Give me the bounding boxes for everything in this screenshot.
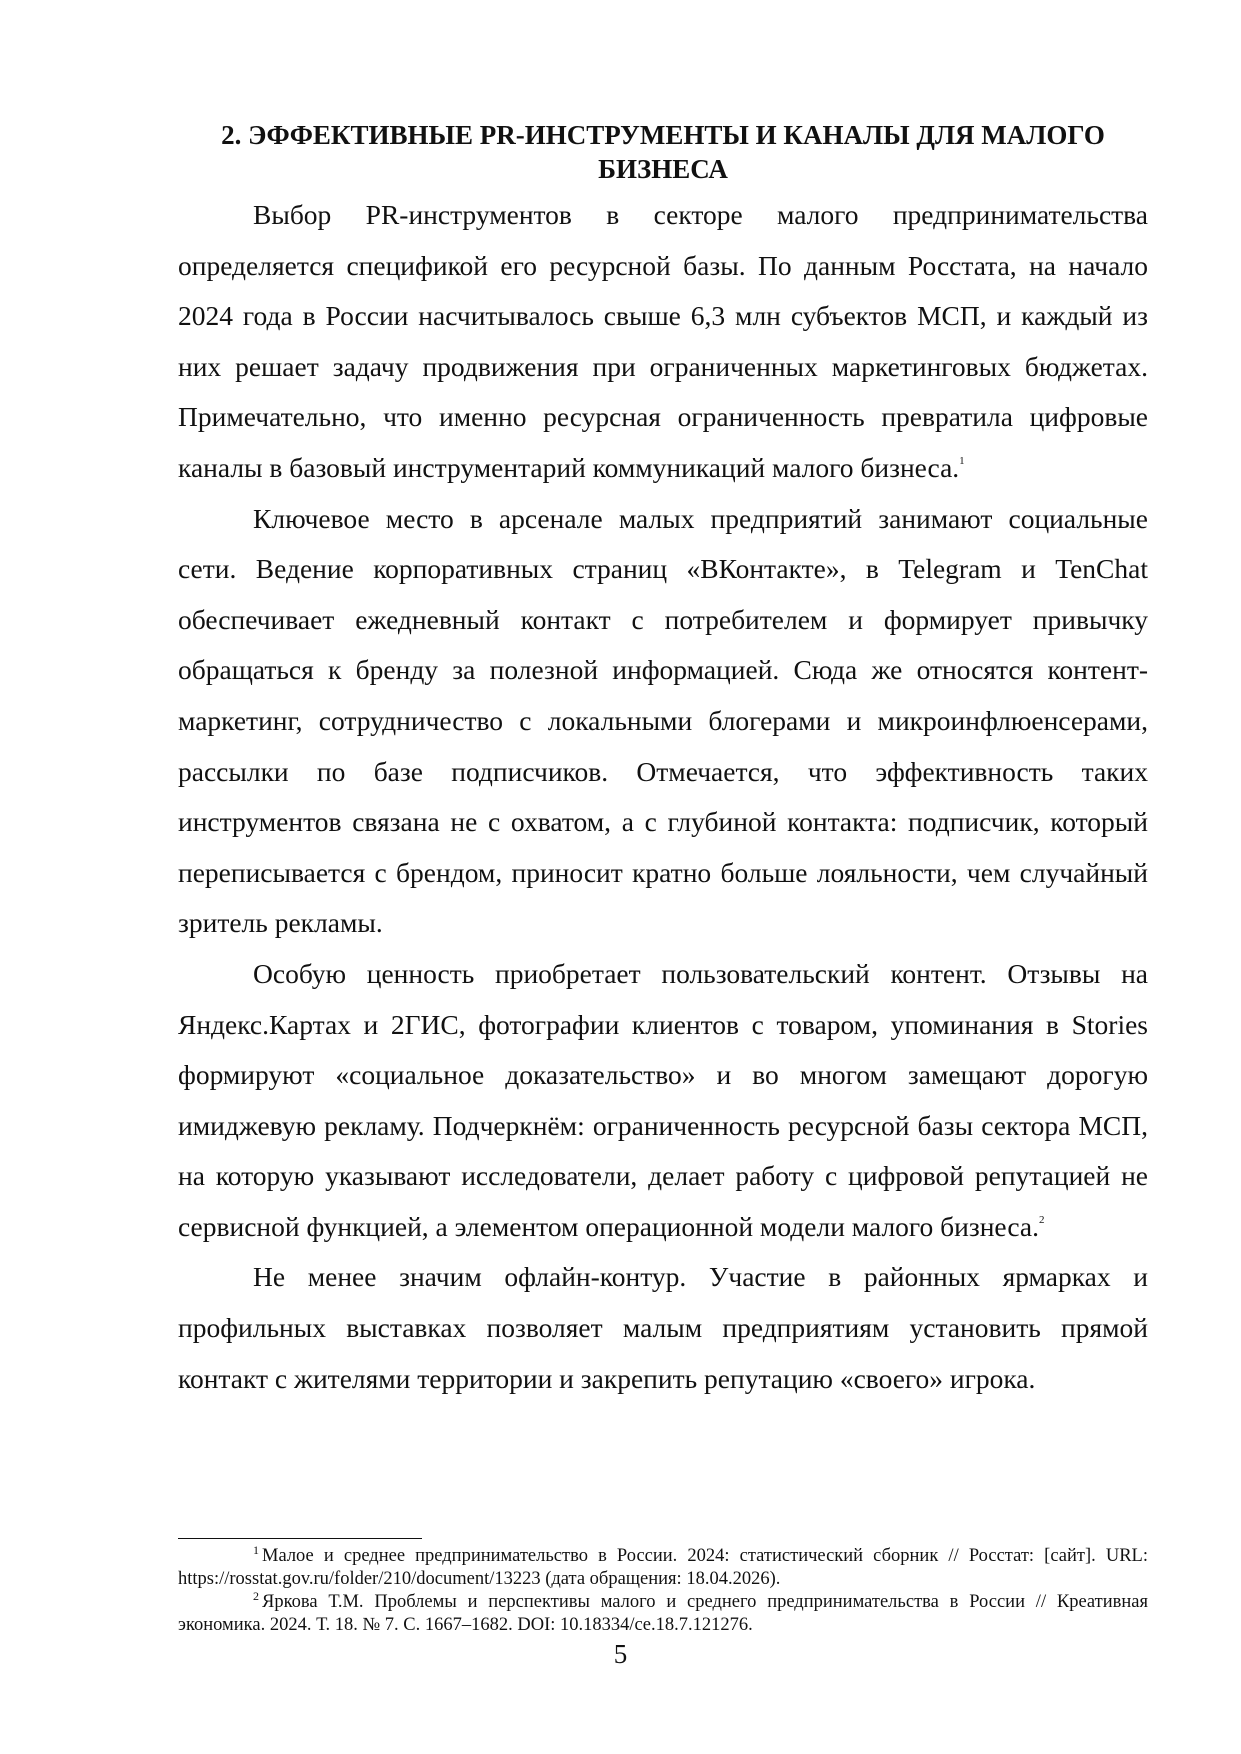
paragraph-1 xyxy=(178,190,1148,494)
section-heading-line-2: БИЗНЕСА xyxy=(598,154,728,184)
footnote-ref-2[interactable]: 2 xyxy=(1038,1213,1045,1226)
footnote-1-number: 1 xyxy=(253,1543,259,1557)
footnotes xyxy=(178,1545,1148,1637)
footnote-separator xyxy=(178,1538,422,1539)
page-number: 5 xyxy=(613,1639,628,1669)
paragraph-3-text: Особую ценность приобретает пользовательский контент. Отзывы на Яндекс.Картах и 2ГИС, фотографии клиентов с товаром, упоминания в Stories формируют «социальное доказательство» и во многом замещают дорогую имиджевую рекламу. Подчеркнём: ограниченность ресурсной базы сектора МСП, на которую указывают исследователи, делает работу с цифровой репутацией не сервисной функцией, а элементом операционной модели малого бизнеса. xyxy=(178,957,1148,1242)
footnote-1 xyxy=(178,1545,1148,1591)
footnote-2 xyxy=(178,1591,1148,1637)
paragraph-1-text: Выбор PR-инструментов в секторе малого предпринимательства определяется спецификой его ресурсной базы. По данным Росстата, на начало 2024 года в России насчитывалось свыше 6,3 млн субъектов МСП, и каждый из них решает задачу продвижения при ограниченных маркетинговых бюджетах. Примечательно, что именно ресурсная ограниченность превратила цифровые каналы в базовый инструментарий коммуникаций малого бизнеса. xyxy=(178,199,1148,483)
body-text xyxy=(178,190,1148,1404)
footnote-1-text: Малое и среднее предпринимательство в России. 2024: статистический сборник // Росстат: [сайт]. URL: https://rosstat.gov.ru/folder/210/document/13223 (дата обращения: 18.04.2026). xyxy=(178,1546,1148,1589)
paragraph-4 xyxy=(178,1252,1148,1404)
footnote-2-number: 2 xyxy=(253,1589,259,1603)
footnote-2-text: Яркова Т.М. Проблемы и перспективы малого и среднего предпринимательства в России // Креативная экономика. 2024. Т. 18. № 7. С. 1667–1682. DOI: 10.18334/ce.18.7.121276. xyxy=(178,1592,1148,1635)
section-heading-line-1: 2. ЭФФЕКТИВНЫЕ PR-ИНСТРУМЕНТЫ И КАНАЛЫ ДЛЯ МАЛОГО xyxy=(221,120,1105,150)
paragraph-2-text: Ключевое место в арсенале малых предприятий занимают социальные сети. Ведение корпоративных страниц «ВКонтакте», в Telegram и TenChat обеспечивает ежедневный контакт с потребителем и формирует привычку обращаться к бренду за полезной информацией. Сюда же относятся контент-маркетинг, сотрудничество с локальными блогерами и микроинфлюенсерами, рассылки по базе подписчиков. Отмечается, что эффективность таких инструментов связана не с охватом, а с глубиной контакта: подписчик, который переписывается с брендом, приносит кратно больше лояльности, чем случайный зритель рекламы. xyxy=(178,502,1148,939)
footnote-ref-1[interactable]: 1 xyxy=(959,454,965,467)
paragraph-3 xyxy=(178,949,1148,1253)
paragraph-2 xyxy=(178,494,1148,949)
section-heading xyxy=(178,118,1148,186)
paragraph-4-text: Не менее значим офлайн-контур. Участие в районных ярмарках и профильных выставках позволяет малым предприятиям установить прямой контакт с жителями территории и закрепить репутацию «своего» игрока. xyxy=(178,1261,1148,1394)
